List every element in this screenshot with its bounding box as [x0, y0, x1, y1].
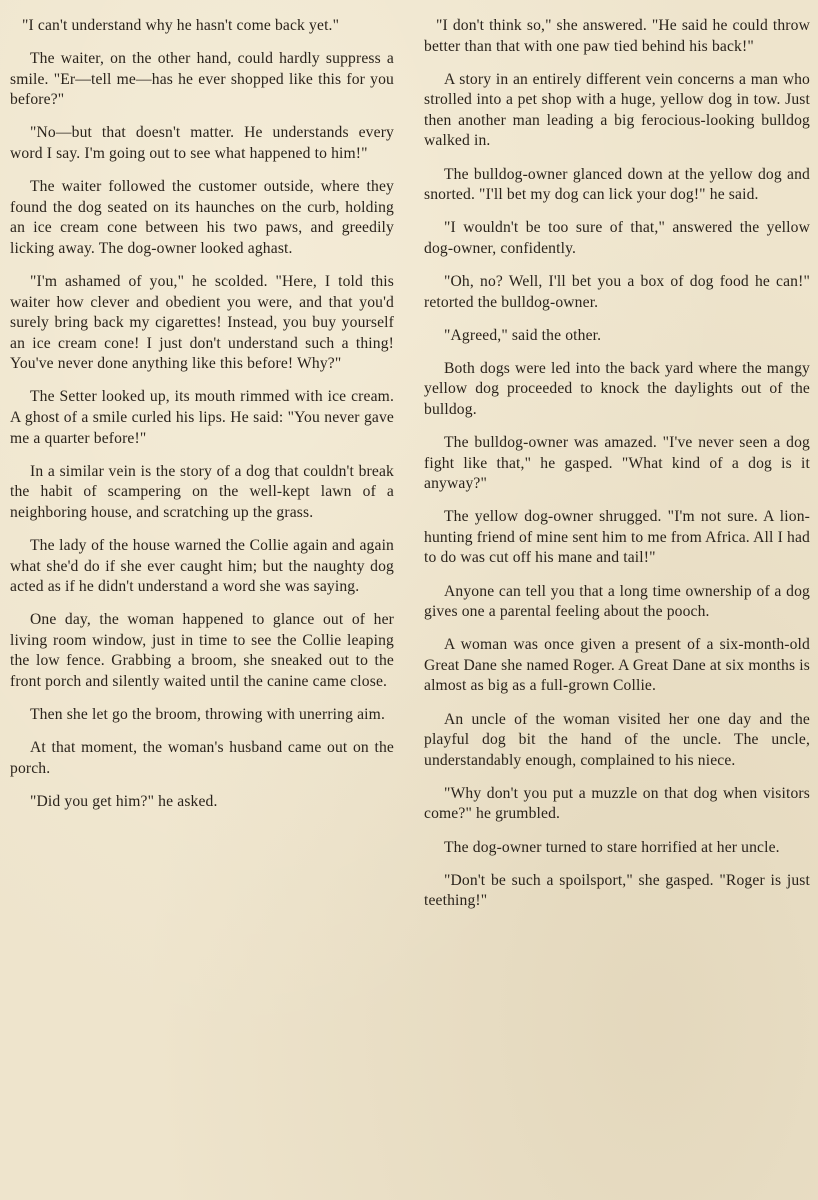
paragraph: "Agreed," said the other. — [444, 326, 602, 344]
paragraph: Then she let go the broom, throwing with unerring aim. — [30, 706, 385, 724]
paragraph: The Setter looked up, its mouth rimmed with ice cream. A ghost of a smile curled his lips. He said: "You never gave me a quarter before!" — [10, 388, 394, 447]
column-gutter — [408, 0, 409, 1200]
paragraph: The waiter followed the customer outside, where they found the dog seated on its haunches on the curb, holding an ice cream cone between his two paws, and greedily licking away. The dog-owner looked aghast. — [10, 178, 394, 257]
paragraph: "Don't be such a spoilsport," she gasped. "Roger is just teething!" — [424, 871, 810, 910]
paragraph: "I'm ashamed of you," he scolded. "Here, I told this waiter how clever and obedient you were, and that you'd surely bring back my cigarettes! Instead, you buy yourself an ice cream cone! I just don't understand such a thing! You've never done anything like this before! Why?" — [10, 272, 394, 373]
paragraph: The yellow dog-owner shrugged. "I'm not sure. A lion-hunting friend of mine sent him to me from Africa. All I had to do was cut off his mane and tail!" — [424, 508, 810, 567]
paragraph: "Did you get him?" he asked. — [30, 792, 218, 810]
paragraph: Both dogs were led into the back yard where the mangy yellow dog proceeded to knock the daylights out of the bulldog. — [424, 359, 810, 418]
paragraph: The bulldog-owner glanced down at the yellow dog and snorted. "I'll bet my dog can lick your dog!" he said. — [424, 165, 810, 204]
left-column — [10, 16, 394, 825]
paragraph: At that moment, the woman's husband came out on the porch. — [10, 739, 394, 777]
paragraph: "Why don't you put a muzzle on that dog when visitors come?" he grumbled. — [424, 784, 810, 823]
paragraph: An uncle of the woman visited her one day and the playful dog bit the hand of the uncle. The uncle, understandably enough, complained to his niece. — [424, 710, 810, 769]
paragraph: In a similar vein is the story of a dog that couldn't break the habit of scampering on the well-kept lawn of a neighboring house, and scratching up the grass. — [10, 462, 394, 521]
paragraph: The lady of the house warned the Collie again and again what she'd do if she ever caught him; but the naughty dog acted as if he didn't understand a word she was saying. — [10, 536, 394, 596]
paragraph: Anyone can tell you that a long time ownership of a dog gives one a parental feeling about the pooch. — [424, 582, 810, 621]
paragraph: The bulldog-owner was amazed. "I've never seen a dog fight like that," he gasped. "What kind of a dog is it anyway?" — [424, 434, 810, 493]
paragraph: "No—but that doesn't matter. He understands every word I say. I'm going out to see what happened to him!" — [10, 124, 394, 162]
right-column — [424, 16, 810, 924]
paragraph: The waiter, on the other hand, could hardly suppress a smile. "Er—tell me—has he ever shopped like this for you before?" — [10, 50, 394, 109]
paragraph: The dog-owner turned to stare horrified at her uncle. — [444, 838, 780, 856]
paragraph: "I don't think so," she answered. "He said he could throw better than that with one paw tied behind his back!" — [424, 17, 810, 55]
paragraph: One day, the woman happened to glance out of her living room window, just in time to see the Collie leaping the low fence. Grabbing a broom, she sneaked out to the front porch and silently waited until the canine came close. — [10, 611, 394, 691]
paragraph: A story in an entirely different vein concerns a man who strolled into a pet shop with a huge, yellow dog in tow. Just then another man leading a big ferocious-looking bulldog walked in. — [424, 70, 810, 150]
paragraph: A woman was once given a present of a six-month-old Great Dane she named Roger. A Great Dane at six months is almost as big as a full-grown Collie. — [424, 636, 810, 695]
paragraph: "I can't understand why he hasn't come back yet." — [22, 17, 340, 34]
paragraph: "I wouldn't be too sure of that," answered the yellow dog-owner, confidently. — [424, 219, 810, 257]
paragraph: "Oh, no? Well, I'll bet you a box of dog food he can!" retorted the bulldog-owner. — [424, 272, 810, 311]
